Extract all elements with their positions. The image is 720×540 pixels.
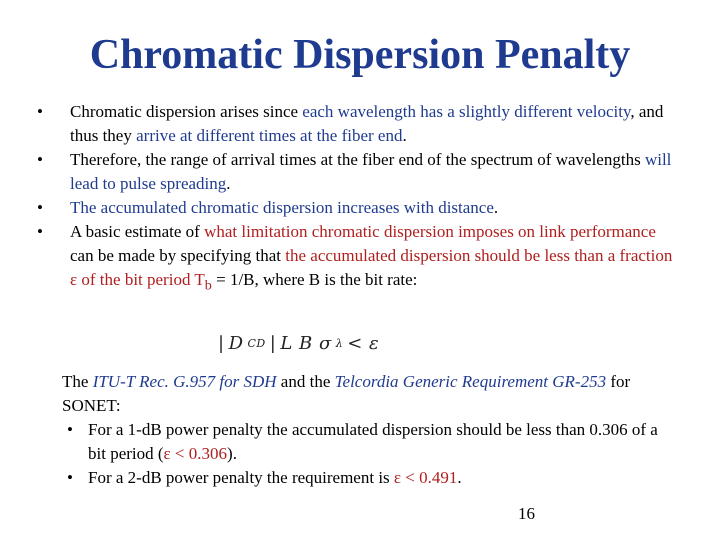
- main-bullet-list: [30, 100, 680, 297]
- sub-bullet-2db: [62, 466, 672, 490]
- formula-d: D: [228, 332, 244, 354]
- bullet-highlight-red: what limitation chromatic dispersion imposes on link performance: [204, 222, 656, 241]
- bullet-marker: •: [37, 222, 43, 241]
- bullet-subscript: b: [204, 277, 212, 294]
- bullet-text: A basic estimate of: [70, 222, 205, 241]
- itu-reference: ITU-T Rec. G.957 for SDH: [92, 372, 277, 391]
- bullet-marker: •: [67, 420, 73, 439]
- bullet-text: .: [402, 126, 407, 145]
- bullet-highlight-red: the accumulated dispersion should be less than a fraction ε of the bit period T: [70, 246, 673, 289]
- bullet-highlight: will lead to pulse spreading: [70, 150, 672, 193]
- bullet-text: Chromatic dispersion arises since: [70, 102, 303, 121]
- standards-text: for SONET:: [62, 372, 631, 415]
- bullet-text: ).: [227, 444, 237, 463]
- formula-sigma-sub: λ: [335, 336, 344, 350]
- formula-rest: L B σ: [280, 332, 332, 354]
- standards-text: The: [62, 372, 93, 391]
- bullet-marker: •: [37, 150, 43, 169]
- bullet-accumulated-dispersion: [30, 196, 680, 220]
- sub-bullet-1db: [62, 418, 672, 466]
- bullet-marker: •: [67, 468, 73, 487]
- bullet-highlight-red: ε < 0.306: [163, 444, 228, 463]
- bullet-dispersion-cause: [30, 100, 680, 148]
- bullet-highlight: each wavelength has a slightly different velocity: [302, 102, 631, 121]
- bullet-basic-estimate: [30, 220, 680, 297]
- standards-text: and the: [276, 372, 335, 391]
- formula-tail: < ε: [347, 332, 380, 354]
- formula-bar-right: |: [269, 332, 277, 354]
- standards-intro: [62, 370, 672, 418]
- bullet-text: For a 1-dB power penalty the accumulated dispersion should be less than 0.306 of a bit period (: [88, 420, 658, 463]
- page-number: 16: [518, 504, 535, 523]
- bullet-text: .: [457, 468, 462, 487]
- telcordia-reference: Telcordia Generic Requirement GR-253: [334, 372, 607, 391]
- bullet-highlight: arrive at different times at the fiber end: [136, 126, 403, 145]
- bullet-text: For a 2-dB power penalty the requirement is: [88, 468, 394, 487]
- bullet-text: = 1/B, where B is the bit rate:: [211, 270, 418, 289]
- dispersion-limit-formula: [218, 328, 379, 358]
- bullet-text: .: [226, 174, 231, 193]
- bullet-marker: •: [37, 102, 43, 121]
- bullet-highlight: The accumulated chromatic dispersion increases with distance: [70, 198, 494, 217]
- standards-sub-list: [62, 418, 672, 490]
- bullet-highlight-red: ε < 0.491: [393, 468, 458, 487]
- bullet-text: .: [493, 198, 499, 217]
- slide-title: Chromatic Dispersion Penalty: [89, 32, 631, 78]
- formula-bar-left: |: [218, 332, 225, 354]
- standards-section: [62, 370, 672, 490]
- bullet-marker: •: [37, 198, 43, 217]
- bullet-pulse-spreading: [30, 148, 680, 196]
- formula-d-sub: CD: [247, 336, 266, 350]
- bullet-text: Therefore, the range of arrival times at the fiber end of the spectrum of wavelengths: [70, 150, 645, 169]
- bullet-text: can be made by specifying that: [70, 246, 286, 265]
- bullet-text: , and thus they: [70, 102, 664, 145]
